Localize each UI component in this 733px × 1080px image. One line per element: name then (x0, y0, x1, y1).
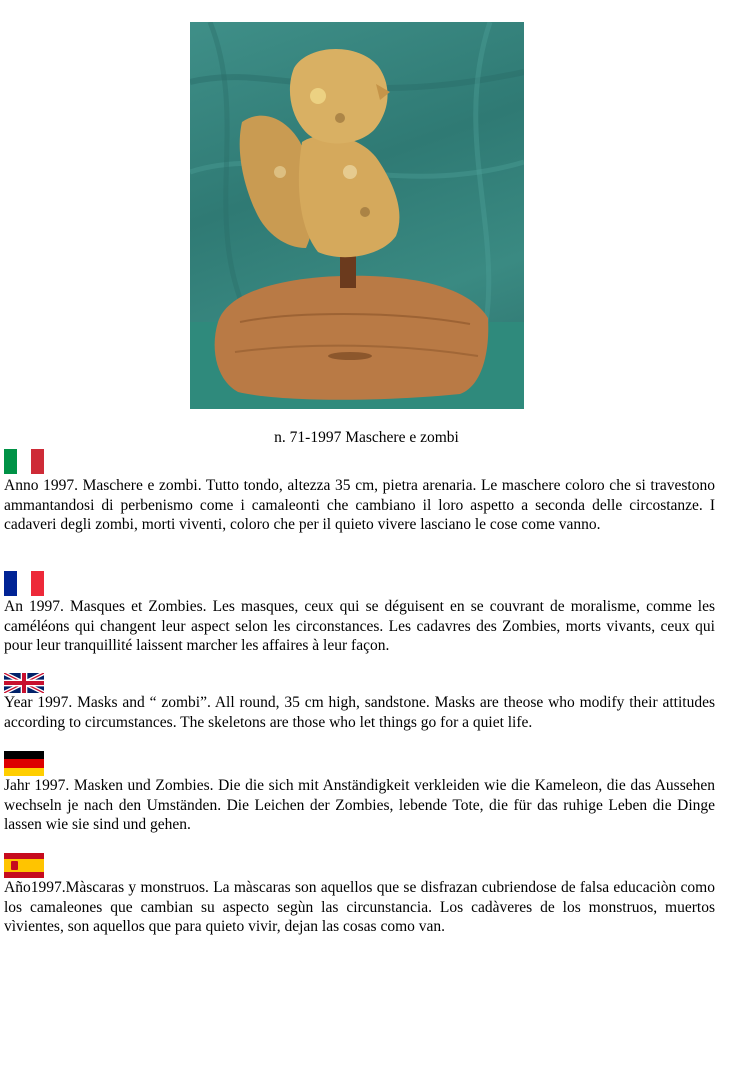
german-description: Jahr 1997. Masken und Zombies. Die die sich mit Anständigkeit verkleiden wie die Kameleon, die das Aussehen wechseln je nach den Umständen. Die Leichen der Zombies, lebende Tote, die für das ruhige Leben die Dinge lassen wie sie sind und gehen. (4, 777, 715, 833)
italian-flag-icon (4, 449, 44, 474)
french-flag-icon (4, 571, 44, 596)
sculpture-photo (190, 22, 524, 409)
photo-caption: n. 71-1997 Maschere e zombi (274, 429, 459, 446)
english-description: Year 1997. Masks and “ zombi”. All round, 35 cm high, sandstone. Masks are theose who modify their attitudes according to circumstances. The skeletons are those who let things go for a quiet life. (4, 694, 715, 731)
spanish-flag-icon (4, 853, 44, 878)
sculpture-image (190, 22, 524, 409)
french-description: An 1997. Masques et Zombies. Les masques, ceux qui se déguisent en se couvrant de moralisme, comme les caméléons qui changent leur aspect selon les circonstances. Les cadavres des Zombies, morts vivants, ceux qui pour leur tranquillité laissent marcher les affaires à leur façon. (4, 598, 715, 654)
spanish-description: Año1997.Màscaras y monstruos. La màscaras son aquellos que se disfrazan cubriendose de falsa educaciòn como los camaleones que cambian su aspecto segùn las circunstancia. Los cadàveres de los monstruos, muertos vìvientes, son aquellos que para quieto vivir, dejan las cosas como van. (4, 879, 715, 935)
german-flag-icon (4, 751, 44, 776)
italian-description: Anno 1997. Maschere e zombi. Tutto tondo, altezza 35 cm, pietra arenaria. Le maschere coloro che si travestono ammantandosi di perbenismo come i camaleonti che cambiano il loro aspetto a seconda delle circostanze. I cadaveri degli zombi, morti viventi, coloro che per il quieto vivere lasciano le cose come vanno. (4, 477, 715, 533)
